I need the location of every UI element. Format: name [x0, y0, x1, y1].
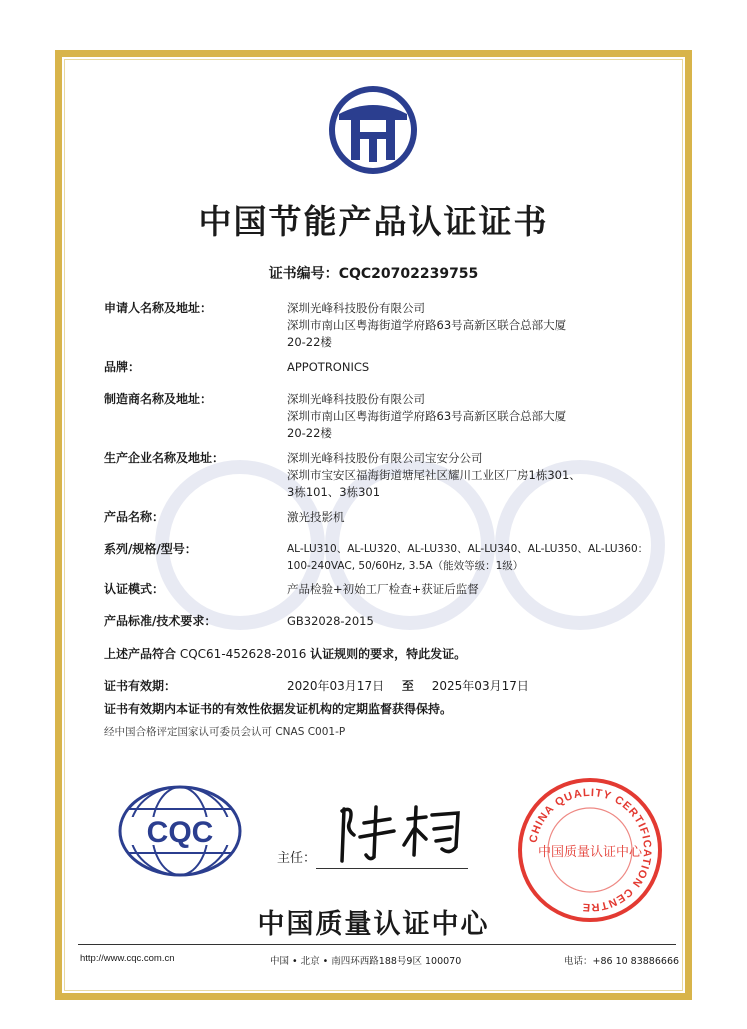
- certificate-number-label: 证书编号：: [268, 266, 339, 282]
- conformity-prefix: 上述产品符合: [104, 647, 177, 661]
- applicant-value: [287, 300, 657, 351]
- factory-value: [287, 450, 657, 501]
- footer-divider: [78, 944, 676, 945]
- applicant-line: 深圳市南山区粤海街道学府路63号高新区联合总部大厦: [287, 318, 567, 332]
- cert-mode-label: 认证模式：: [104, 582, 165, 596]
- manufacturer-value: [287, 391, 657, 442]
- validity-to: 2025年03月17日: [431, 679, 529, 693]
- certificate-number-value: CQC20702239755: [338, 266, 479, 282]
- cqc-globe-logo-icon: [117, 785, 243, 877]
- accreditation-statement: 经中国合格评定国家认可委员会认可 CNAS C001-P: [104, 726, 346, 738]
- validity-label: 证书有效期：: [104, 679, 177, 693]
- model-label: 系列/规格/型号：: [104, 542, 197, 556]
- applicant-label: 申请人名称及地址：: [104, 301, 213, 315]
- factory-line: 3栋101、3栋301: [287, 485, 381, 499]
- product-name-label: 产品名称：: [104, 510, 165, 524]
- director-label: 主任：: [277, 851, 317, 866]
- manufacturer-line: 深圳光峰科技股份有限公司: [287, 392, 425, 406]
- standard-value: GB32028-2015: [287, 614, 374, 628]
- brand-label: 品牌：: [104, 360, 141, 374]
- certificate-title: 中国节能产品认证证书: [198, 202, 549, 241]
- manufacturer-line: 20-22楼: [287, 426, 332, 440]
- standard-label: 产品标准/技术要求：: [104, 614, 217, 628]
- brand-value: APPOTRONICS: [287, 360, 370, 374]
- manufacturer-label: 制造商名称及地址：: [104, 392, 213, 406]
- factory-label: 生产企业名称及地址：: [104, 451, 225, 465]
- seal-center-text: 中国质量认证中心: [537, 845, 643, 860]
- signature-line: [316, 868, 468, 869]
- validity-to-word: 至: [401, 679, 414, 693]
- conformity-rule: CQC61-452628-2016: [179, 647, 307, 661]
- manufacturer-line: 深圳市南山区粤海街道学府路63号高新区联合总部大厦: [287, 409, 567, 423]
- validity-from: 2020年03月17日: [287, 679, 385, 693]
- factory-line: 深圳市宝安区福海街道塘尾社区耀川工业区厂房1栋301、: [287, 468, 581, 482]
- cqc-logo-text: CQC: [146, 816, 214, 849]
- applicant-line: 20-22楼: [287, 335, 332, 349]
- issuer-name: 中国质量认证中心: [257, 909, 490, 940]
- model-value: [287, 541, 657, 575]
- conformity-statement: [104, 645, 466, 662]
- model-line: 100-240VAC, 50/60Hz, 3.5A（能效等级：1级）: [287, 560, 524, 572]
- cert-mode-value: 产品检验+初始工厂检查+获证后监督: [287, 582, 479, 596]
- maintenance-statement: 证书有效期内本证书的有效性依据发证机构的定期监督获得保持。: [104, 702, 453, 716]
- footer-address: 中国 • 北京 • 南四环西路188号9区 100070: [270, 956, 462, 967]
- validity-row: [104, 677, 529, 694]
- footer-website[interactable]: http://www.cqc.com.cn: [80, 953, 175, 964]
- model-line: AL-LU310、AL-LU320、AL-LU330、AL-LU340、AL-LU350、AL-LU360：: [287, 543, 649, 555]
- director-signature-icon: [330, 795, 470, 865]
- footer-phone: 电话：+86 10 83886666: [564, 956, 680, 967]
- energy-conservation-logo-icon: [327, 84, 419, 176]
- applicant-line: 深圳光峰科技股份有限公司: [287, 301, 425, 315]
- certificate-number: [0, 263, 747, 283]
- factory-line: 深圳光峰科技股份有限公司宝安分公司: [287, 451, 483, 465]
- seal-ring-text: CHINA QUALITY CERTIFICATION CENTRE: [527, 786, 654, 914]
- conformity-suffix: 认证规则的要求，特此发证。: [310, 647, 467, 661]
- product-name-value: 激光投影机: [287, 510, 345, 524]
